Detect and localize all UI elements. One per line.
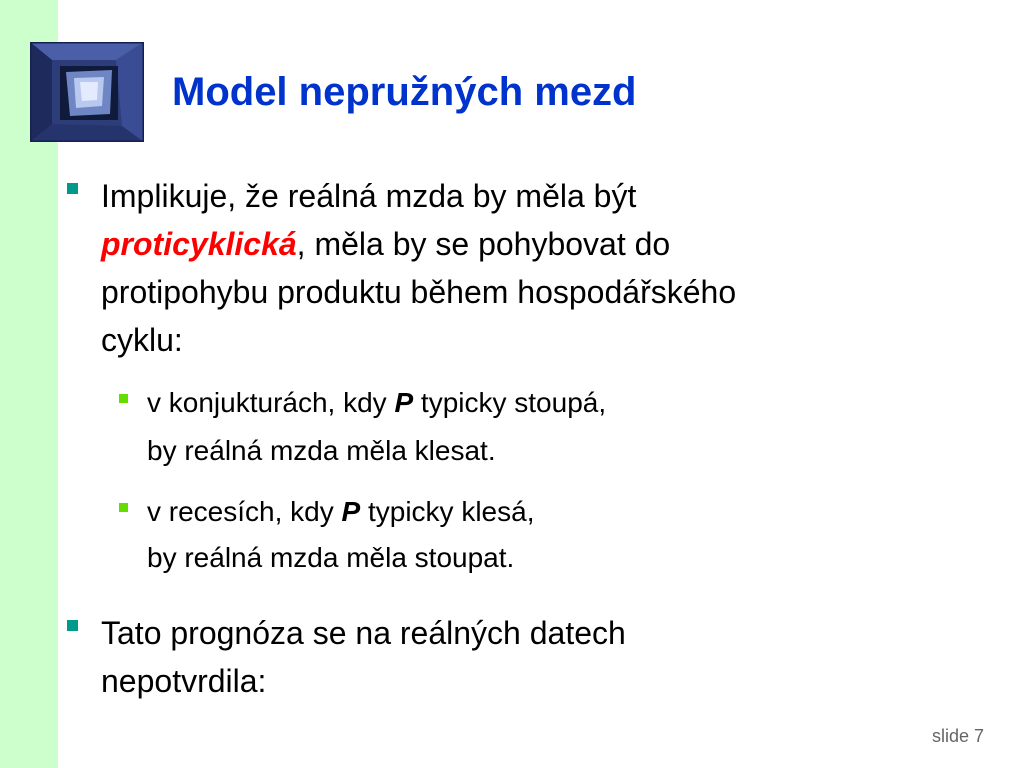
- sub-bullet-1-line-2: by reálná mzda měla klesat.: [147, 435, 496, 466]
- sub-bullet-marker: [119, 503, 128, 512]
- bullet-1-line-4: cyklu:: [101, 322, 183, 358]
- sub-bullet-1-text: v konjukturách, kdy: [147, 387, 395, 418]
- sub-bullet-1-text-end: typicky stoupá,: [413, 387, 607, 418]
- sub-bullet-2-line-2: by reálná mzda měla stoupat.: [147, 542, 515, 573]
- bullet-1-line-2-rest: , měla by se pohybovat do: [296, 226, 671, 262]
- slide-number: slide 7: [931, 726, 984, 746]
- sub-bullet-2-text-end: typicky klesá,: [360, 496, 535, 527]
- bullet-1-line-1: Implikuje, že reálná mzda by měla být: [101, 178, 637, 214]
- sub-bullet-1-line-1: [147, 382, 606, 424]
- bullet-2-line-1: Tato prognóza se na reálných datech: [101, 615, 626, 651]
- bullet-1-line-3: protipohybu produktu během hospodářského: [101, 274, 737, 310]
- price-level-variable: P: [341, 496, 361, 527]
- sub-bullet-2-text: v recesích, kdy: [147, 496, 342, 527]
- bullet-2-line-2: nepotvrdila:: [101, 663, 267, 699]
- emphasis-proticyklicka: proticyklická: [101, 226, 297, 262]
- bullet-marker: [67, 620, 78, 631]
- bullet-marker: [67, 183, 78, 194]
- sub-bullet-2-line-1: [147, 491, 534, 533]
- slide-title: Model nepružných mezd: [172, 70, 637, 114]
- price-level-variable: P: [394, 387, 414, 418]
- sub-bullet-marker: [119, 394, 128, 403]
- bullet-1-line-2: [101, 220, 670, 268]
- window-well-logo: [30, 42, 144, 142]
